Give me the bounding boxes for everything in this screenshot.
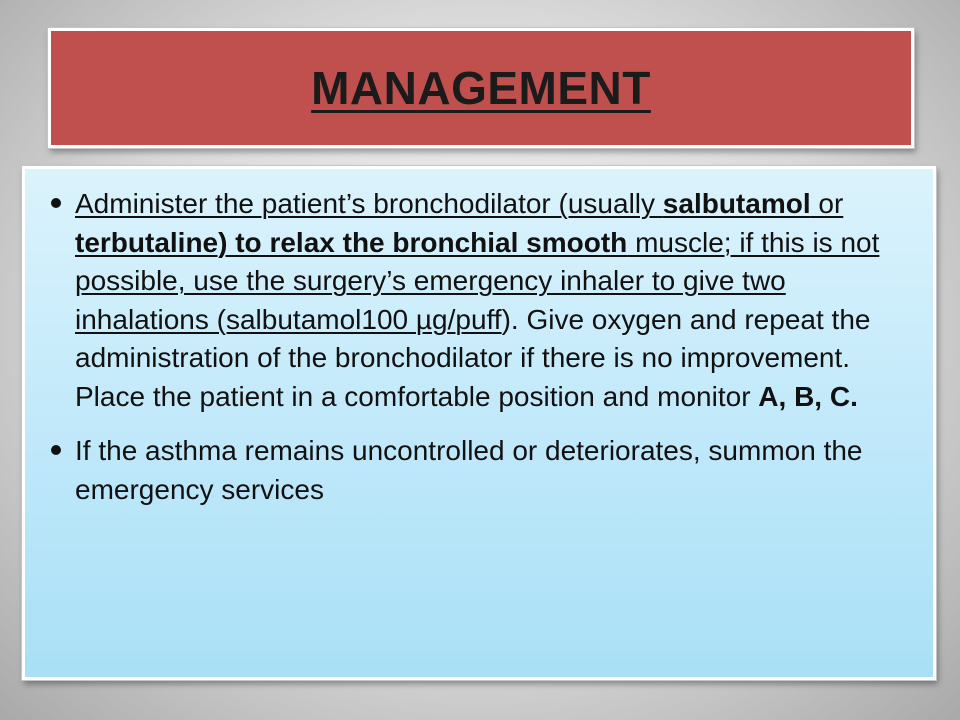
text-segment: ). Give oxygen and repeat the administration of the bronchodilator if there is no improvement. Place the patient in a comfortable position and monitor [75,303,871,412]
text-segment: or [810,188,844,219]
bullet-icon [51,445,61,455]
text-segment: muscle; if this is not possible, use the surgery’s emergency inhaler to give two inhalations (salbutamol100 µg/puff [75,226,880,335]
text-segment-bold: salbutamol [662,188,811,219]
text-segment-bold: terbutaline) to relax the bronchial smooth [75,226,628,258]
bullet-icon [51,198,61,208]
content-panel [22,166,936,680]
slide-title: MANAGEMENT [311,62,651,114]
text-segment: Administer the patient’s bronchodilator (usually [75,188,663,219]
bullet-item-2 [51,432,911,509]
title-banner [48,28,914,148]
text-segment-bold: A, B, C. [758,380,858,412]
text-segment: If the asthma remains uncontrolled or deteriorates, summon the emergency services [75,435,863,505]
bullet-item-1 [51,185,911,416]
bullet-list [51,185,911,509]
